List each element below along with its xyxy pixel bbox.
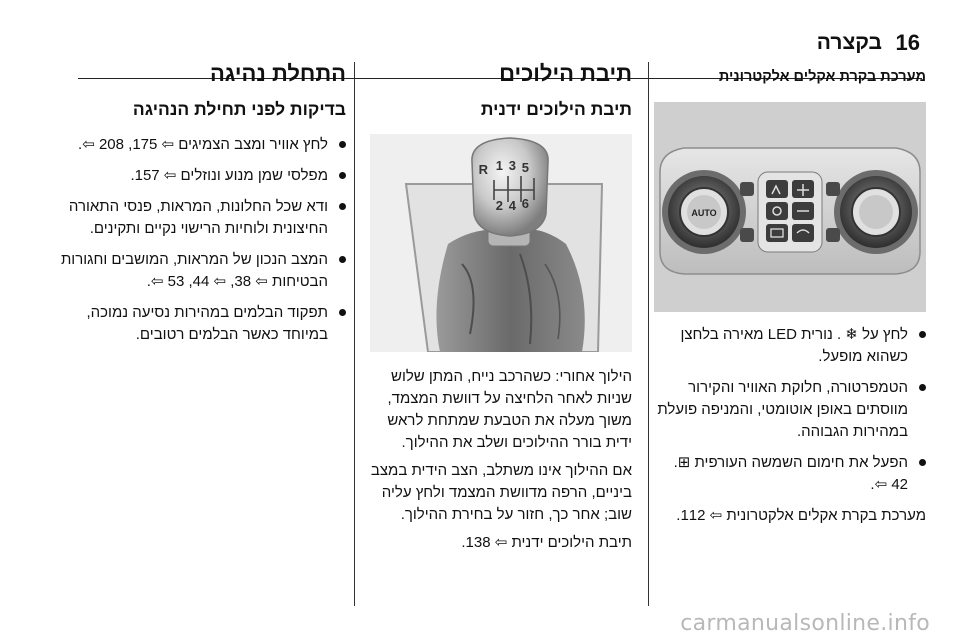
bullet-dot <box>339 203 346 210</box>
watermark: carmanualsonline.info <box>680 611 930 636</box>
gear-label-5: 5 <box>521 160 529 175</box>
bullet-dot <box>339 256 346 263</box>
climate-control-image <box>654 102 926 312</box>
right-column <box>654 60 926 533</box>
gear-label-r: R <box>478 162 488 177</box>
bullet-dot <box>919 331 926 338</box>
check-item-1: לחץ אוויר ומצב הצמיגים ⇦ 175, 208 ⇦. <box>46 134 346 156</box>
climate-reference: מערכת בקרת אקלים אלקטרונית ⇦ 112. <box>676 507 926 524</box>
check-item-3: ודא שכל החלונות, המראות, פנסי התאורה החיצונית ולוחיות הרישוי נקיים ותקינים. <box>46 196 346 240</box>
gear-shift-image <box>370 134 632 352</box>
climate-bullets <box>654 324 926 496</box>
bullet-dot <box>339 309 346 316</box>
gear-label-6: 6 <box>521 196 529 211</box>
column-divider-right <box>648 62 649 606</box>
gear-label-4: 4 <box>508 198 516 213</box>
page-number: 16 <box>895 30 920 55</box>
reverse-gear-paragraph: הילוך אחורי: כשהרכב נייח, המתן שלוש שניות לאחר הלחיצה על דוושת המצמד, משוך מעלה את הטבעת שמתחת לראש ידית בורר ההילוכים ושלב את ההילוך. <box>387 368 632 451</box>
bullet-dot <box>919 459 926 466</box>
manual-transmission-subtitle: תיבת הילוכים ידנית <box>480 99 632 119</box>
bullet-dot <box>919 384 926 391</box>
climate-heading: מערכת בקרת אקלים אלקטרונית <box>718 69 926 85</box>
gear-retry-paragraph: אם ההילוך אינו משתלב, הצב הידית במצב ביניים, הרפה מדוושת המצמד ולחץ עליה שוב; אחר כך, חזור על בחירת ההילוך. <box>370 462 632 523</box>
pre-drive-checklist <box>46 134 346 346</box>
bullet-dot <box>339 141 346 148</box>
check-item-4: המצב הנכון של המראות, המושבים וחגורות הבטיחות ⇦ 38, ⇦ 44, 53 ⇦. <box>46 249 346 293</box>
gear-label-1: 1 <box>495 158 503 173</box>
column-divider-left <box>354 62 355 606</box>
gear-label-3: 3 <box>508 158 516 173</box>
pre-drive-checks-subtitle: בדיקות לפני תחילת הנהיגה <box>132 99 346 119</box>
left-column <box>46 60 346 355</box>
start-driving-title: התחלת נהיגה <box>209 61 346 86</box>
middle-column <box>370 60 632 560</box>
transmission-reference: תיבת הילוכים ידנית ⇦ 138. <box>461 534 632 551</box>
check-item-2: מפלסי שמן מנוע ונוזלים ⇦ 157. <box>46 165 346 187</box>
check-item-5: תפקוד הבלמים במהירות נסיעה נמוכה, במיוחד כאשר הבלמים רטובים. <box>46 302 346 346</box>
transmission-title: תיבת הילוכים <box>499 61 632 86</box>
gear-label-2: 2 <box>495 198 503 213</box>
climate-bullet-1: לחץ על ❄ . נורית LED מאירה בלחצן כשהוא מופעל. <box>654 324 926 368</box>
chapter-title: בקצרה <box>816 31 882 54</box>
climate-bullet-2: הטמפרטורה, חלוקת האוויר והקירור מווסתים באופן אוטומטי, והמניפה פועלת במהירות הגבוהה. <box>654 377 926 443</box>
bullet-dot <box>339 172 346 179</box>
climate-bullet-3: הפעל את חימום השמשה העורפית ⊞. 42 ⇦. <box>654 452 926 496</box>
panel-auto-label: AUTO <box>691 208 717 218</box>
page-header <box>0 28 960 58</box>
